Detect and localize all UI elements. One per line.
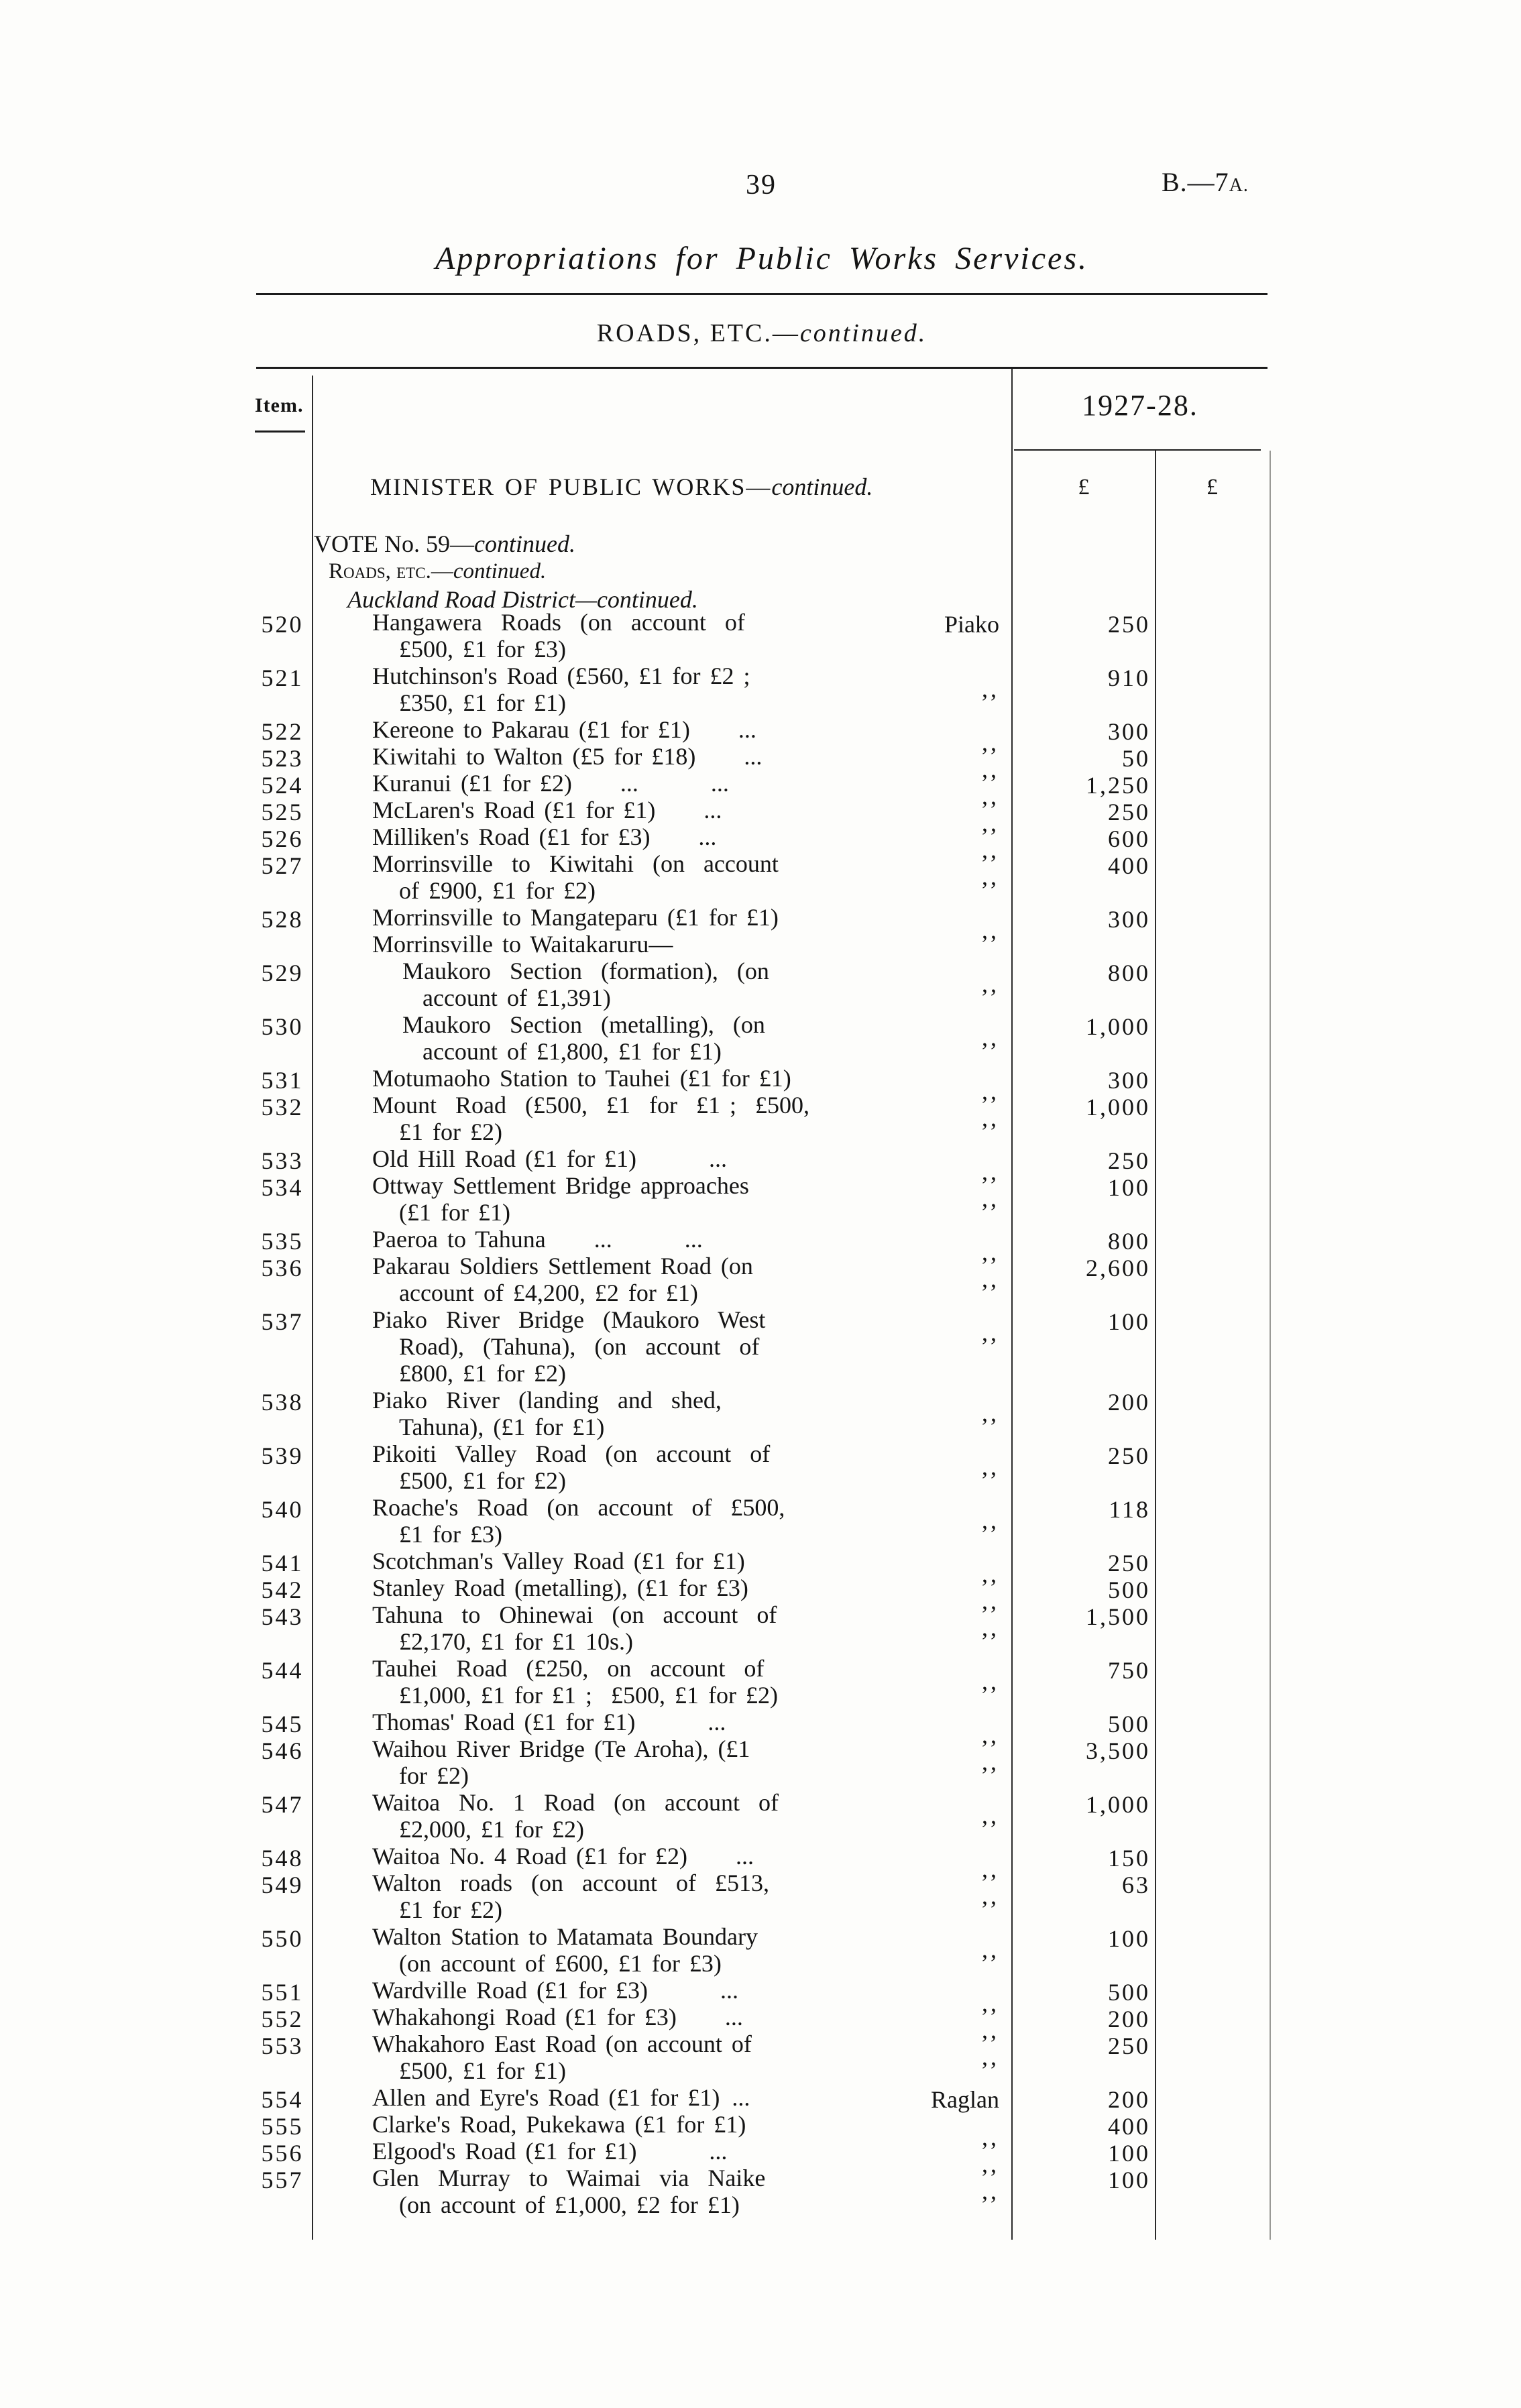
amount-cell: 200 bbox=[1108, 2006, 1150, 2032]
amount-cell: 3,500 bbox=[1086, 1737, 1150, 1764]
row-line: Clarke's Road, Pukekawa (£1 for £1) bbox=[372, 2111, 746, 2138]
amount-cell: 300 bbox=[1108, 1067, 1150, 1094]
item-number: 548 bbox=[261, 1845, 304, 1872]
amount-cell: 100 bbox=[1108, 1925, 1150, 1952]
document-title: Appropriations for Public Works Services. bbox=[435, 241, 1089, 276]
item-number: 541 bbox=[261, 1550, 304, 1576]
amount-cell: 250 bbox=[1108, 1550, 1150, 1576]
row-line: account of £4,200, £2 for £1) bbox=[399, 1279, 698, 1306]
locality-cell: ,, bbox=[982, 2043, 999, 2070]
row-line: Thomas' Road (£1 for £1) ... bbox=[372, 1709, 726, 1735]
row-line: £500, £1 for £3) bbox=[399, 636, 566, 663]
amount-columns-divider bbox=[1155, 451, 1156, 2240]
row-line: (£1 for £1) bbox=[399, 1199, 510, 1226]
item-number: 530 bbox=[261, 1013, 304, 1040]
report-code bbox=[1162, 169, 1249, 196]
item-number: 549 bbox=[261, 1872, 304, 1898]
vote-heading bbox=[314, 532, 575, 556]
amount-cell: 800 bbox=[1108, 960, 1150, 986]
item-number: 521 bbox=[261, 665, 304, 691]
amount-cell: 100 bbox=[1108, 2140, 1150, 2167]
locality-cell: ,, bbox=[982, 756, 999, 783]
locality-cell: ,, bbox=[982, 2124, 999, 2151]
item-number: 532 bbox=[261, 1094, 304, 1121]
row-line: Ottway Settlement Bridge approaches bbox=[372, 1172, 749, 1199]
locality-cell: ,, bbox=[982, 1587, 999, 1614]
locality-cell: Raglan bbox=[931, 2086, 999, 2113]
row-line: account of £1,800, £1 for £1) bbox=[422, 1038, 722, 1065]
table-right-border bbox=[1270, 451, 1271, 2240]
row-line: Elgood's Road (£1 for £1) ... bbox=[372, 2138, 728, 2165]
locality-cell: ,, bbox=[982, 1802, 999, 1829]
locality-cell: ,, bbox=[982, 1399, 999, 1426]
item-number: 544 bbox=[261, 1657, 304, 1684]
row-line: Old Hill Road (£1 for £1) ... bbox=[372, 1145, 727, 1172]
row-line: Tahuna to Ohinewai (on account of bbox=[372, 1601, 777, 1628]
row-line: Walton roads (on account of £513, bbox=[372, 1870, 769, 1896]
item-number: 522 bbox=[261, 718, 304, 745]
item-number: 527 bbox=[261, 852, 304, 879]
row-line: Hutchinson's Road (£560, £1 for £2 ; bbox=[372, 663, 750, 689]
amount-cell: 750 bbox=[1108, 1657, 1150, 1684]
locality-cell: ,, bbox=[982, 1453, 999, 1480]
row-line: £2,170, £1 for £1 10s.) bbox=[399, 1628, 633, 1655]
row-line: Kuranui (£1 for £2) ... ... bbox=[372, 770, 729, 797]
amount-cell: 250 bbox=[1108, 611, 1150, 638]
item-number: 523 bbox=[261, 745, 304, 772]
year-header-underline bbox=[1014, 449, 1261, 451]
locality-cell: ,, bbox=[982, 2151, 999, 2177]
locality-cell: ,, bbox=[982, 1748, 999, 1775]
item-number: 536 bbox=[261, 1255, 304, 1281]
item-number: 554 bbox=[261, 2086, 304, 2113]
amount-cell: 1,250 bbox=[1086, 772, 1150, 799]
row-line: Whakahongi Road (£1 for £3) ... bbox=[372, 2004, 743, 2030]
item-number: 545 bbox=[261, 1711, 304, 1737]
row-line: Morrinsville to Kiwitahi (on account bbox=[372, 850, 779, 877]
amount-cell: 300 bbox=[1108, 718, 1150, 745]
roads-heading-continued: continued. bbox=[453, 559, 547, 583]
amount-cell: 2,600 bbox=[1086, 1255, 1150, 1281]
row-line: Hangawera Roads (on account of bbox=[372, 609, 745, 636]
roads-heading bbox=[329, 561, 546, 583]
document-subtitle bbox=[256, 321, 1268, 346]
row-line: Waitoa No. 4 Road (£1 for £2) ... bbox=[372, 1843, 754, 1870]
year-header: 1927-28. bbox=[1082, 389, 1198, 422]
locality-cell: ,, bbox=[982, 917, 999, 943]
locality-cell: ,, bbox=[982, 1990, 999, 2016]
locality-cell: Piako bbox=[944, 611, 999, 638]
amount-cell: 250 bbox=[1108, 799, 1150, 825]
amount-cell: 50 bbox=[1122, 745, 1150, 772]
item-number: 529 bbox=[261, 960, 304, 986]
item-number: 535 bbox=[261, 1228, 304, 1255]
item-number: 553 bbox=[261, 2032, 304, 2059]
currency-symbol-1: £ bbox=[1078, 475, 1090, 500]
locality-cell: ,, bbox=[982, 1024, 999, 1051]
locality-cell: ,, bbox=[982, 1507, 999, 1534]
item-number: 555 bbox=[261, 2113, 304, 2140]
locality-cell: ,, bbox=[982, 1158, 999, 1185]
row-line: Morrinsville to Mangateparu (£1 for £1) bbox=[372, 904, 779, 931]
item-number: 540 bbox=[261, 1496, 304, 1523]
row-line: (on account of £600, £1 for £3) bbox=[399, 1950, 722, 1977]
amount-cell: 200 bbox=[1108, 1389, 1150, 1416]
minister-heading bbox=[370, 475, 872, 499]
item-number: 531 bbox=[261, 1067, 304, 1094]
top-rule bbox=[256, 293, 1268, 295]
district-heading: Auckland Road District—continued. bbox=[347, 586, 698, 613]
amount-cell: 100 bbox=[1108, 1308, 1150, 1335]
amount-cell: 63 bbox=[1122, 1872, 1150, 1898]
locality-cell: ,, bbox=[982, 970, 999, 997]
row-line: £1 for £3) bbox=[399, 1521, 502, 1548]
row-line: Waihou River Bridge (Te Aroha), (£1 bbox=[372, 1735, 750, 1762]
locality-cell: ,, bbox=[982, 1721, 999, 1748]
item-number: 525 bbox=[261, 799, 304, 825]
row-line: £500, £1 for £2) bbox=[399, 1467, 566, 1494]
row-line: £1 for £2) bbox=[399, 1896, 502, 1923]
item-number: 556 bbox=[261, 2140, 304, 2167]
row-line: £1 for £2) bbox=[399, 1119, 502, 1145]
item-number: 524 bbox=[261, 772, 304, 799]
row-line: Piako River (landing and shed, bbox=[372, 1387, 722, 1414]
locality-cell: ,, bbox=[982, 1668, 999, 1695]
row-line: Tahuna), (£1 for £1) bbox=[399, 1414, 605, 1440]
item-number: 537 bbox=[261, 1308, 304, 1335]
locality-cell: ,, bbox=[982, 1855, 999, 1882]
amount-cell: 250 bbox=[1108, 2032, 1150, 2059]
row-line: Milliken's Road (£1 for £3) ... bbox=[372, 823, 717, 850]
row-line: Kiwitahi to Walton (£5 for £18) ... bbox=[372, 743, 763, 770]
item-number: 551 bbox=[261, 1979, 304, 2006]
row-line: Road), (Tahuna), (on account of bbox=[399, 1333, 760, 1360]
item-number: 543 bbox=[261, 1603, 304, 1630]
locality-cell: ,, bbox=[982, 675, 999, 702]
row-line: £2,000, £1 for £2) bbox=[399, 1816, 584, 1843]
amount-cell: 250 bbox=[1108, 1442, 1150, 1469]
amount-cell: 500 bbox=[1108, 1711, 1150, 1737]
row-line: account of £1,391) bbox=[422, 984, 611, 1011]
locality-cell: ,, bbox=[982, 863, 999, 890]
locality-cell: ,, bbox=[982, 1265, 999, 1292]
item-number: 528 bbox=[261, 906, 304, 933]
locality-cell: ,, bbox=[982, 1104, 999, 1131]
row-line: Stanley Road (metalling), (£1 for £3) bbox=[372, 1574, 748, 1601]
locality-cell: ,, bbox=[982, 2177, 999, 2204]
report-code-suffix: A. bbox=[1229, 175, 1249, 196]
item-number: 557 bbox=[261, 2167, 304, 2193]
item-number: 539 bbox=[261, 1442, 304, 1469]
amount-cell: 200 bbox=[1108, 2086, 1150, 2113]
vote-heading-caps: VOTE No. 59— bbox=[314, 530, 474, 557]
item-column-divider bbox=[312, 376, 313, 2240]
amount-cell: 100 bbox=[1108, 1174, 1150, 1201]
amount-cell: 1,000 bbox=[1086, 1094, 1150, 1121]
roads-heading-smallcaps: Roads, etc.— bbox=[329, 559, 453, 583]
locality-cell: ,, bbox=[982, 1239, 999, 1265]
row-line: Maukoro Section (formation), (on bbox=[402, 958, 769, 984]
currency-symbol-2: £ bbox=[1206, 475, 1218, 500]
subtitle-caps: ROADS, ETC.— bbox=[596, 319, 800, 347]
minister-heading-continued: continued. bbox=[771, 473, 873, 500]
locality-cell: ,, bbox=[982, 783, 999, 809]
row-line: Paeroa to Tahuna ... ... bbox=[372, 1226, 703, 1253]
page-number: 39 bbox=[746, 170, 777, 200]
locality-cell: ,, bbox=[982, 1614, 999, 1641]
item-header-underline bbox=[255, 431, 305, 433]
item-number: 534 bbox=[261, 1174, 304, 1201]
amount-cell: 100 bbox=[1108, 2167, 1150, 2193]
locality-cell: ,, bbox=[982, 1078, 999, 1104]
row-line: £1,000, £1 for £1 ; £500, £1 for £2) bbox=[399, 1682, 778, 1709]
amount-cell: 500 bbox=[1108, 1979, 1150, 2006]
row-line: Pakarau Soldiers Settlement Road (on bbox=[372, 1253, 753, 1279]
item-number: 526 bbox=[261, 825, 304, 852]
amount-cell: 800 bbox=[1108, 1228, 1150, 1255]
item-number: 538 bbox=[261, 1389, 304, 1416]
row-line: Allen and Eyre's Road (£1 for £1) ... bbox=[372, 2084, 750, 2111]
row-line: Kereone to Pakarau (£1 for £1) ... bbox=[372, 716, 756, 743]
locality-cell: ,, bbox=[982, 809, 999, 836]
row-line: Scotchman's Valley Road (£1 for £1) bbox=[372, 1548, 745, 1574]
item-number: 552 bbox=[261, 2006, 304, 2032]
minister-heading-caps: MINISTER OF PUBLIC WORKS— bbox=[370, 473, 772, 500]
row-line: Wardville Road (£1 for £3) ... bbox=[372, 1977, 738, 2004]
row-line: McLaren's Road (£1 for £1) ... bbox=[372, 797, 722, 823]
report-code-main: B.—7 bbox=[1162, 167, 1229, 197]
locality-cell: ,, bbox=[982, 1185, 999, 1212]
item-number: 520 bbox=[261, 611, 304, 638]
locality-cell: ,, bbox=[982, 1882, 999, 1909]
locality-cell: ,, bbox=[982, 1319, 999, 1346]
row-line: Tauhei Road (£250, on account of bbox=[372, 1655, 765, 1682]
row-line: Whakahoro East Road (on account of bbox=[372, 2030, 752, 2057]
row-line: Mount Road (£500, £1 for £1 ; £500, bbox=[372, 1092, 809, 1119]
locality-cell: ,, bbox=[982, 2016, 999, 2043]
amount-cell: 400 bbox=[1108, 2113, 1150, 2140]
row-line: Glen Murray to Waimai via Naike bbox=[372, 2165, 766, 2191]
subtitle-continued: continued. bbox=[799, 319, 927, 347]
item-header-label: Item. bbox=[255, 394, 304, 416]
amount-cell: 118 bbox=[1109, 1496, 1150, 1523]
amount-cell: 400 bbox=[1108, 852, 1150, 879]
row-line: Waitoa No. 1 Road (on account of bbox=[372, 1789, 779, 1816]
row-line: Pikoiti Valley Road (on account of bbox=[372, 1440, 771, 1467]
row-line: for £2) bbox=[399, 1762, 469, 1789]
locality-cell: ,, bbox=[982, 1936, 999, 1963]
table-top-rule bbox=[256, 367, 1268, 369]
item-number: 533 bbox=[261, 1147, 304, 1174]
item-number: 546 bbox=[261, 1737, 304, 1764]
amount-cell: 150 bbox=[1108, 1845, 1150, 1872]
amount-cell: 600 bbox=[1108, 825, 1150, 852]
item-number: 547 bbox=[261, 1791, 304, 1818]
row-line: Roache's Road (on account of £500, bbox=[372, 1494, 785, 1521]
row-line: Piako River Bridge (Maukoro West bbox=[372, 1306, 766, 1333]
amount-cell: 1,000 bbox=[1086, 1013, 1150, 1040]
locality-cell: ,, bbox=[982, 836, 999, 863]
row-line: of £900, £1 for £2) bbox=[399, 877, 596, 904]
row-line: £500, £1 for £1) bbox=[399, 2057, 566, 2084]
amount-cell: 250 bbox=[1108, 1147, 1150, 1174]
row-line: Motumaoho Station to Tauhei (£1 for £1) bbox=[372, 1065, 791, 1092]
locality-cell: ,, bbox=[982, 1560, 999, 1587]
item-number: 542 bbox=[261, 1576, 304, 1603]
row-line: (on account of £1,000, £2 for £1) bbox=[399, 2191, 740, 2218]
row-line: Maukoro Section (metalling), (on bbox=[402, 1011, 765, 1038]
amount-cell: 1,000 bbox=[1086, 1791, 1150, 1818]
amount-cell: 1,500 bbox=[1086, 1603, 1150, 1630]
row-line: £350, £1 for £1) bbox=[399, 689, 566, 716]
amount-cell: 500 bbox=[1108, 1576, 1150, 1603]
item-number: 550 bbox=[261, 1925, 304, 1952]
amount-cell: 910 bbox=[1108, 665, 1150, 691]
group-heading-line: Morrinsville to Waitakaruru— bbox=[372, 931, 673, 958]
row-line: £800, £1 for £2) bbox=[399, 1360, 566, 1387]
row-line: Walton Station to Matamata Boundary bbox=[372, 1923, 758, 1950]
locality-cell: ,, bbox=[982, 729, 999, 756]
amount-cell: 300 bbox=[1108, 906, 1150, 933]
vote-heading-continued: continued. bbox=[473, 530, 575, 557]
